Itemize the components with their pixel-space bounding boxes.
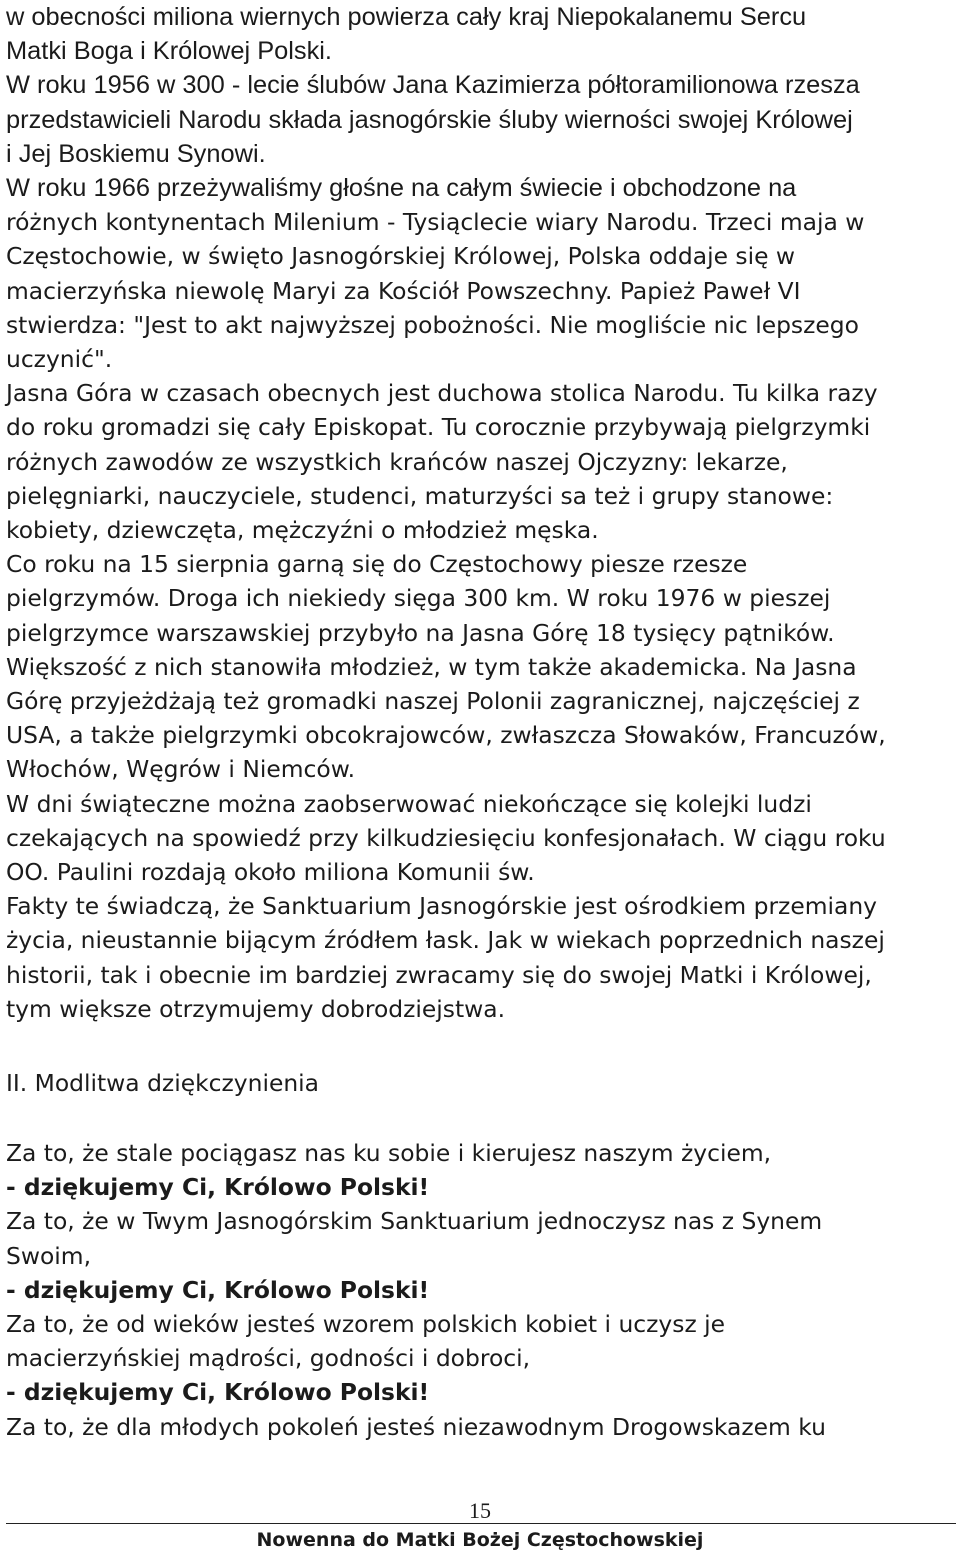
body-text-line: W roku 1956 w 300 - lecie ślubów Jana Kazimierza półtoramilionowa rzesza [6,71,860,100]
body-text-line: W dni świąteczne można zaobserwować niekończące się kolejki ludzi [6,789,812,818]
body-text-line: Matki Boga i Królowej Polski. [6,37,332,66]
prayer-line: - dziękujemy Ci, Królowo Polski! [6,1275,430,1304]
body-text-line: OO. Paulini rozdają około miliona Komunii św. [6,858,535,886]
prayer-line: Za to, że w Twym Jasnogórskim Sanktuarium jednoczysz nas z Synem [6,1207,823,1236]
body-text-line: pielgrzymów. Droga ich niekiedy sięga 300 km. W roku 1976 w pieszej [6,584,831,613]
footer-title: Nowenna do Matki Bożej Częstochowskiej [256,1529,704,1551]
body-text-line: różnych kontynentach Milenium - Tysiąclecie wiary Narodu. Trzeci maja w [6,208,865,237]
prayer-line: macierzyńskiej mądrości, godności i dobroci, [6,1344,531,1373]
body-text-line: Częstochowie, w święto Jasnogórskiej Królowej, Polska oddaje się w [6,242,796,271]
prayer-line: Za to, że od wieków jesteś wzorem polskich kobiet i uczysz je [6,1310,726,1338]
page-number: 15 [469,1498,491,1523]
prayer-line: Swoim, [6,1241,92,1270]
prayer-line: Za to, że stale pociągasz nas ku sobie i kierujesz naszym życiem, [6,1139,772,1167]
body-text-line: W roku 1966 przeżywaliśmy głośne na całym świecie i obchodzone na [6,174,797,202]
body-text-line: Jasna Góra w czasach obecnych jest duchowa stolica Narodu. Tu kilka razy [6,379,878,408]
body-text-line: USA, a także pielgrzymki obcokrajowców, zwłaszcza Słowaków, Francuzów, [6,721,886,750]
body-text-line: pielęgniarki, nauczyciele, studenci, maturzyści sa też i grupy stanowe: [6,481,834,510]
body-text-line: Co roku na 15 sierpnia garną się do Częstochowy piesze rzesze [6,550,748,579]
prayer-line: - dziękujemy Ci, Królowo Polski! [6,1378,430,1407]
body-text-line: przedstawicieli Narodu składa jasnogórskie śluby wierności swojej Królowej [6,105,853,134]
body-text-line: w obecności miliona wiernych powierza cały kraj Niepokalanemu Sercu [6,3,807,31]
body-text-line: czekających na spowiedź przy kilkudziesięciu konfesjonałach. W ciągu roku [6,823,886,852]
body-text-line: do roku gromadzi się cały Episkopat. Tu corocznie przybywają pielgrzymki [6,413,871,442]
body-text-line: Fakty te świadczą, że Sanktuarium Jasnogórskie jest ośrodkiem przemiany [6,892,878,921]
prayer-line: Za to, że dla młodych pokoleń jesteś niezawodnym Drogowskazem ku [6,1412,826,1441]
body-text-line: uczynić". [6,345,113,373]
body-text-line: stwierdza: "Jest to akt najwyższej pobożności. Nie mogliście nic lepszego [6,310,859,339]
body-text-line: tym większe otrzymujemy dobrodziejstwa. [6,994,506,1023]
body-text-line: historii, tak i obecnie im bardziej zwracamy się do swojej Matki i Królowej, [6,960,872,989]
body-text-line: życia, nieustannie bijącym źródłem łask. Jak w wiekach poprzednich naszej [6,926,885,955]
body-text-line: i Jej Boskiemu Synowi. [6,139,266,168]
body-text-line: różnych zawodów ze wszystkich krańców naszej Ojczyzny: lekarze, [6,447,788,476]
footer-divider [6,1523,956,1524]
body-text-line: kobiety, dziewczęta, mężczyźni o młodzież męska. [6,516,599,544]
prayer-line: - dziękujemy Ci, Królowo Polski! [6,1173,430,1202]
section-heading: II. Modlitwa dziękczynienia [6,1069,319,1097]
body-text-line: Większość z nich stanowiła młodzież, w tym także akademicka. Na Jasna [6,652,857,681]
body-text-line: pielgrzymce warszawskiej przybyło na Jasna Górę 18 tysięcy pątników. [6,618,835,647]
body-text-line: Górę przyjeżdżają też gromadki naszej Polonii zagranicznej, najczęściej z [6,687,860,715]
body-text-line: Włochów, Węgrów i Niemców. [6,755,356,784]
body-text-line: macierzyńska niewolę Maryi za Kościół Powszechny. Papież Paweł VI [6,276,801,305]
